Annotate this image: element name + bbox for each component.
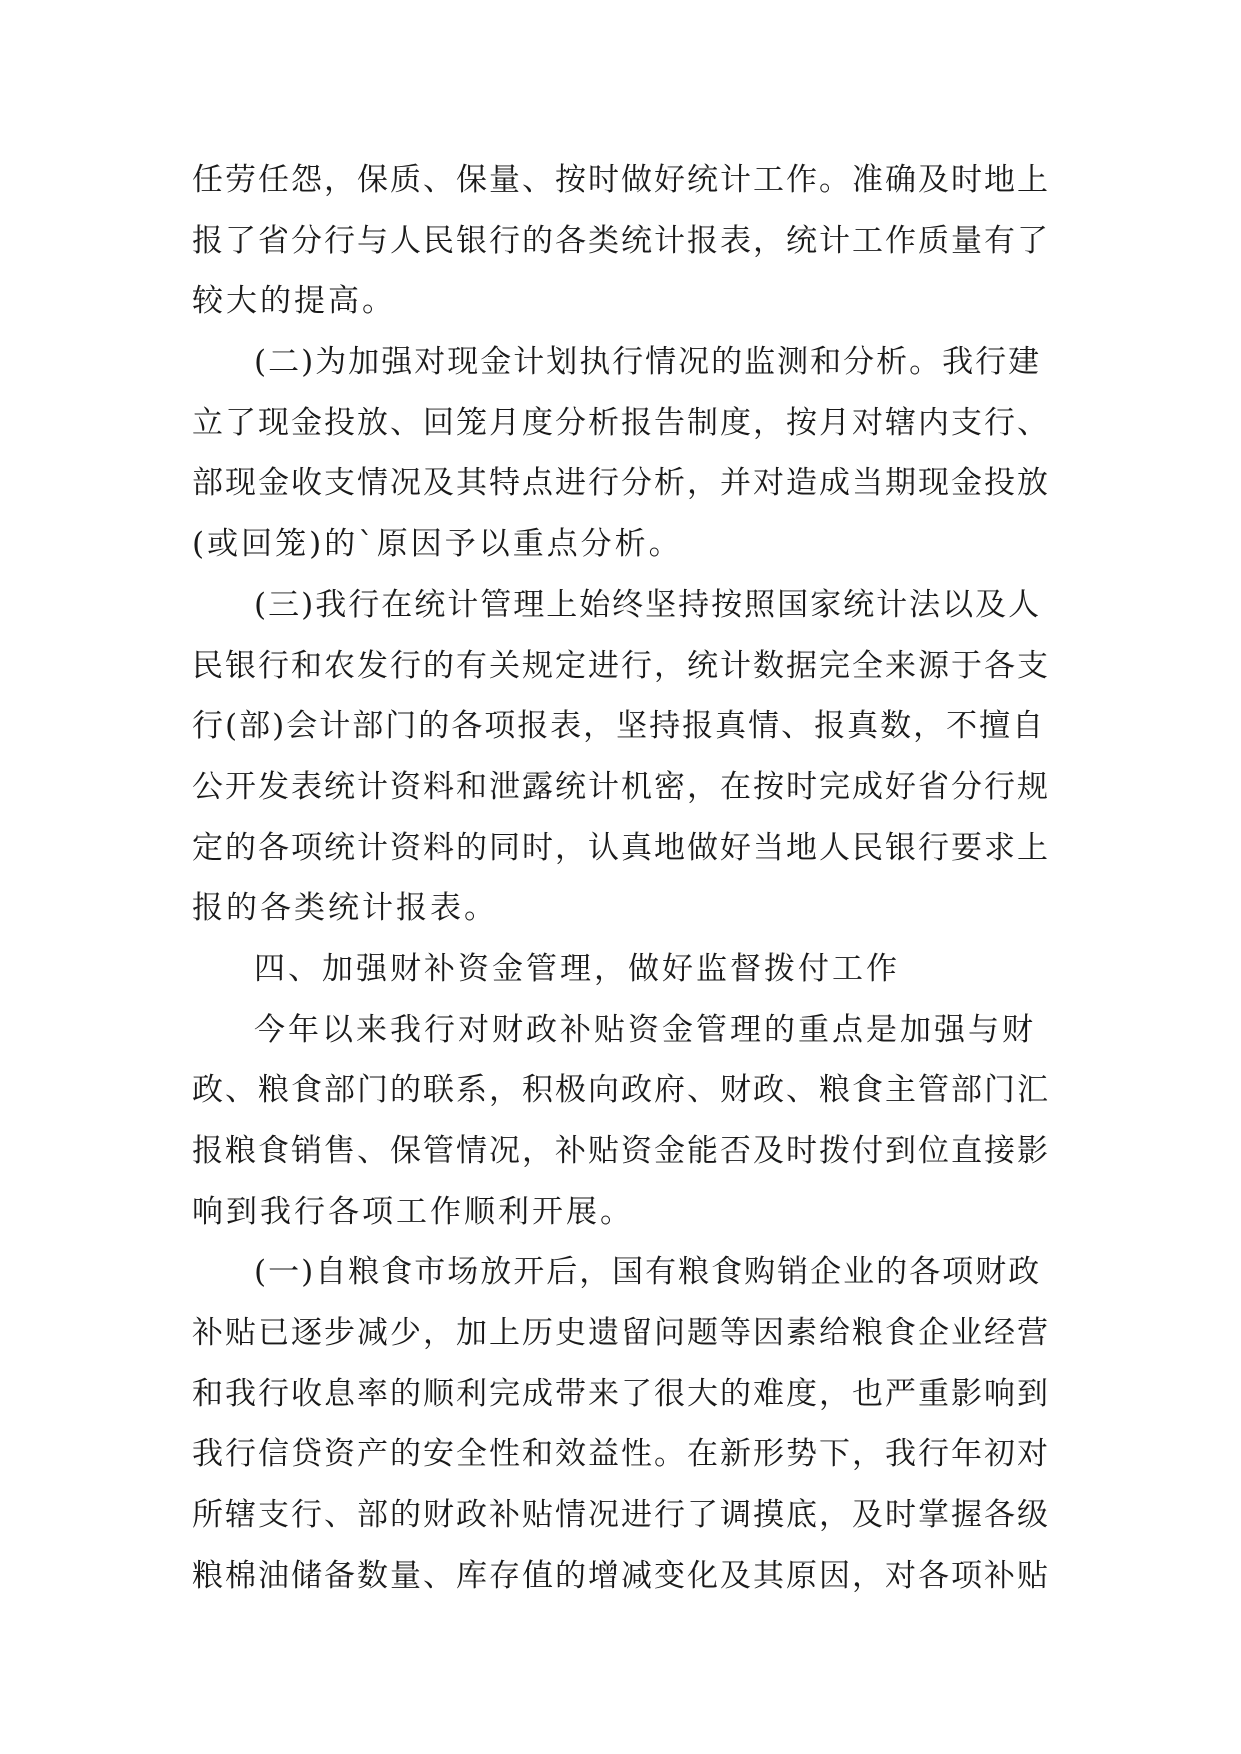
paragraph-start-line: (三)我行在统计管理上始终坚持按照国家统计法以及人 — [254, 586, 1042, 623]
section-heading: 四、加强财补资金管理，做好监督拨付工作 — [254, 950, 900, 987]
text-line: 定的各项统计资料的同时，认真地做好当地人民银行要求上 — [192, 829, 1050, 866]
text-line: 报粮食销售、保管情况，补贴资金能否及时拨付到位直接影 — [192, 1133, 1050, 1169]
text-line: 补贴已逐步减少，加上历史遗留问题等因素给粮食企业经营 — [192, 1315, 1050, 1352]
paragraph-start-line: (二)为加强对现金计划执行情况的监测和分析。我行建 — [254, 344, 1042, 381]
body-text — [192, 150, 1052, 1607]
text-line: 较大的提高。 — [192, 283, 396, 320]
text-line: 部现金收支情况及其特点进行分析，并对造成当期现金投放 — [192, 465, 1050, 502]
text-line: 民银行和农发行的有关规定进行，统计数据完全来源于各支 — [192, 647, 1050, 684]
text-line: 报了省分行与人民银行的各类统计报表，统计工作质量有了 — [192, 222, 1050, 259]
text-line: 我行信贷资产的安全性和效益性。在新形势下，我行年初对 — [192, 1436, 1050, 1473]
text-line: 和我行收息率的顺利完成带来了很大的难度，也严重影响到 — [192, 1375, 1050, 1412]
text-line: 行(部)会计部门的各项报表，坚持报真情、报真数，不擅自 — [192, 708, 1046, 745]
text-line: 立了现金投放、回笼月度分析报告制度，按月对辖内支行、 — [192, 404, 1050, 441]
text-line: 报的各类统计报表。 — [192, 890, 498, 927]
text-line: 所辖支行、部的财政补贴情况进行了调摸底，及时掌握各级 — [192, 1497, 1050, 1534]
paragraph-start-line: (一)自粮食市场放开后，国有粮食购销企业的各项财政 — [254, 1254, 1042, 1291]
text-line: 任劳任怨，保质、保量、按时做好统计工作。准确及时地上 — [192, 162, 1050, 198]
paragraph-start-line: 今年以来我行对财政补贴资金管理的重点是加强与财 — [254, 1011, 1036, 1048]
text-line: 政、粮食部门的联系，积极向政府、财政、粮食主管部门汇 — [192, 1072, 1050, 1109]
text-line: 响到我行各项工作顺利开展。 — [192, 1193, 634, 1230]
text-line: 粮棉油储备数量、库存值的增减变化及其原因，对各项补贴 — [192, 1557, 1050, 1594]
text-line: 公开发表统计资料和泄露统计机密，在按时完成好省分行规 — [192, 768, 1050, 805]
text-line: (或回笼)的`原因予以重点分析。 — [192, 526, 683, 563]
